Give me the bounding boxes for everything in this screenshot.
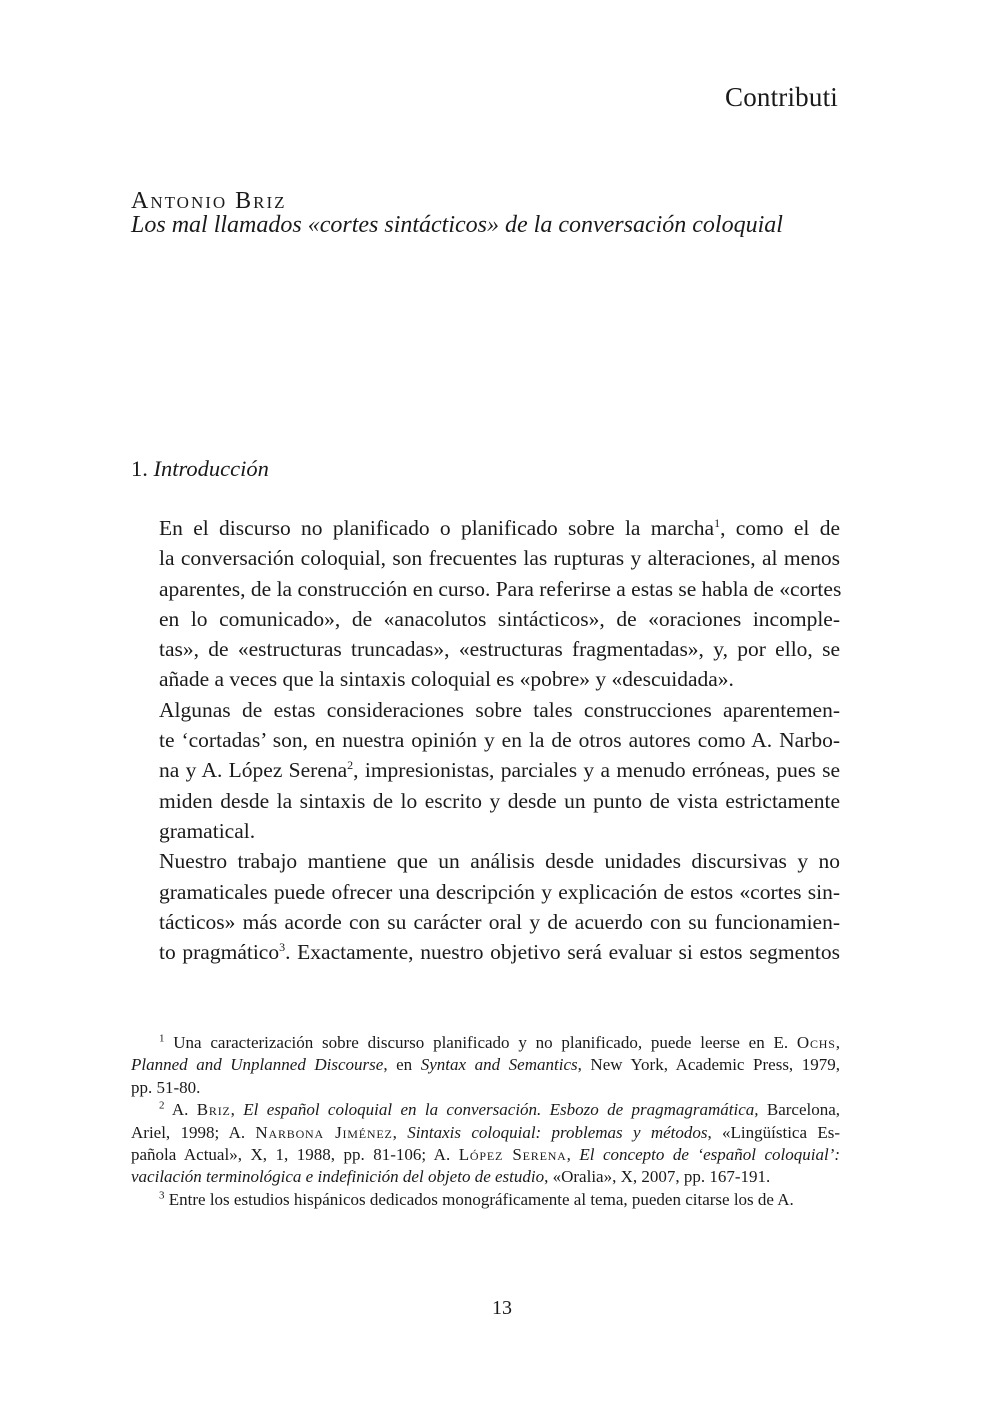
text-line: añade a veces que la sintaxis coloquial es «pobre» y «descuidada». xyxy=(159,667,734,692)
footnote-line: pañola Actual», X, 1, 1988, pp. 81-106; A. López Serena, El concepto de ‘español coloquial’: xyxy=(131,1145,840,1165)
footnote-line: Ariel, 1998; A. Narbona Jiménez, Sintaxis coloquial: problemas y métodos, «Lingüística Es- xyxy=(131,1122,840,1142)
body-text xyxy=(131,513,840,967)
section-label: Contributi xyxy=(724,82,838,112)
footnote-line: Planned and Unplanned Discourse, en Syntax and Semantics, New York, Academic Press, 1979, xyxy=(131,1055,840,1075)
text-line: te ‘cortadas’ son, en nuestra opinión y en la de otros autores como A. Narbo- xyxy=(159,728,840,753)
footnote xyxy=(131,1189,840,1211)
footnote-ref: 1 xyxy=(714,515,721,530)
footnote-line: $^3$ Entre los estudios hispánicos dedicados monográficamente al tema, pueden citarse los de A. xyxy=(159,1189,794,1209)
page-number: 13 xyxy=(492,1297,512,1319)
text-line: aparentes, de la construcción en curso. Para referirse a estas se habla de «cortes xyxy=(159,576,842,601)
paragraph xyxy=(131,513,840,695)
footnote xyxy=(131,1099,840,1189)
section-number: 1. xyxy=(131,456,148,481)
paragraph xyxy=(131,846,840,967)
text-line: tácticos» más acorde con su carácter oral y de acuerdo con su funcionamien- xyxy=(159,909,840,934)
footnote-line: $^1$ Una caracterización sobre discurso planificado y no planificado, puede leerse en E. Ochs, xyxy=(159,1032,840,1052)
footnote-ref: 2 xyxy=(347,758,354,773)
footnote-line: vacilación terminológica e indefinición del objeto de estudio, «Oralia», X, 2007, pp. 167-191. xyxy=(131,1167,771,1187)
section-title: Introducción xyxy=(153,456,269,481)
text-line: na y A. López Serena$^2$, impresionistas, parciales y a menudo erróneas, pues se xyxy=(159,758,840,783)
article-title: Los mal llamados «cortes sintácticos» de la conversación coloquial xyxy=(131,212,783,238)
footnote-mark: 1 xyxy=(159,1032,165,1045)
footnote-ref: 3 xyxy=(279,940,286,954)
footnote xyxy=(131,1032,840,1099)
text-line: Nuestro trabajo mantiene que un análisis desde unidades discursivas y no xyxy=(159,849,840,874)
article-author: Antonio Briz xyxy=(131,188,287,214)
text-line: gramatical. xyxy=(159,818,256,843)
text-line: tas», de «estructuras truncadas», «estructuras fragmentadas», y, por ello, se xyxy=(159,637,840,662)
text-line: Algunas de estas consideraciones sobre tales construcciones aparentemen- xyxy=(159,697,840,722)
footnotes xyxy=(131,1032,840,1211)
text-line: gramaticales puede ofrecer una descripción y explicación de estos «cortes sin- xyxy=(159,879,840,904)
footnote-mark: 2 xyxy=(159,1099,165,1112)
paragraph xyxy=(131,695,840,846)
text-line: miden desde la sintaxis de lo escrito y desde un punto de vista estrictamente xyxy=(159,788,840,813)
text-line: En el discurso no planificado o planificado sobre la marcha$^1$, como el de xyxy=(159,515,841,540)
footnote-mark: 3 xyxy=(159,1189,165,1202)
text-line: en lo comunicado», de «anacolutos sintácticos», de «oraciones incomple- xyxy=(159,606,840,631)
footnote-line: pp. 51-80. xyxy=(131,1077,201,1097)
footnote-line: $^2$ A. Briz, El español coloquial en la conversación. Esbozo de pragmagramática, Barcelona, xyxy=(159,1099,841,1120)
text-line: la conversación coloquial, son frecuentes las rupturas y alteraciones, al menos xyxy=(159,546,840,571)
text-line: to pragmático$^3$. Exactamente, nuestro objetivo será evaluar si estos segmentos xyxy=(159,940,840,965)
section-heading xyxy=(131,456,269,482)
